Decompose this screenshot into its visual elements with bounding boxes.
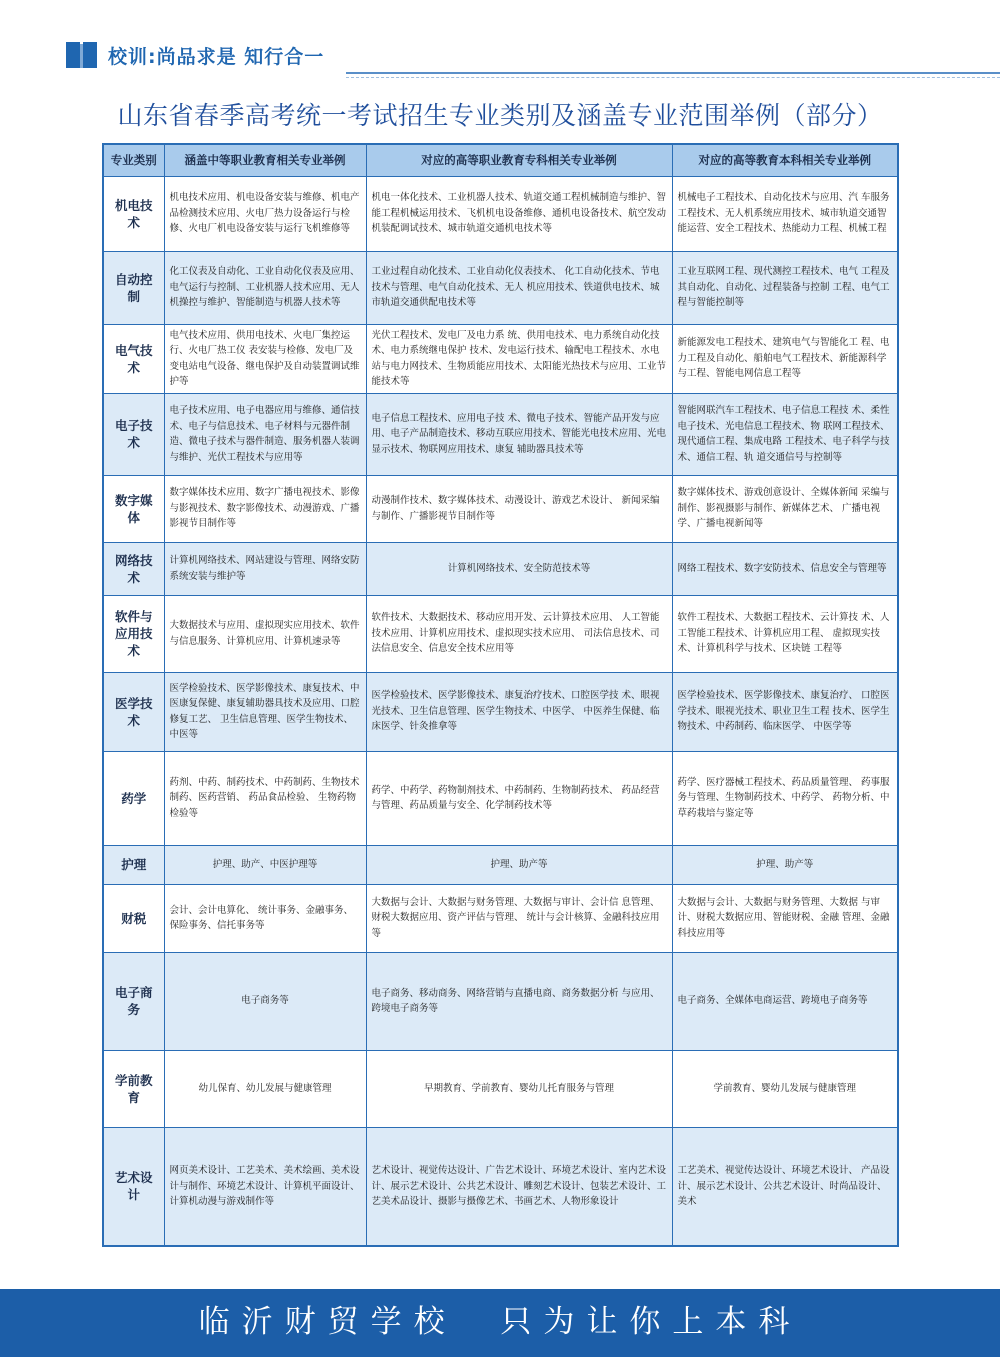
undergraduate-majors-cell: 机械电子工程技术、自动化技术与应用、汽 车服务工程技术、无人机系统应用技术、城市轨道交通智能运营、安全工程技术、热能动力工程、机械工程 [672, 176, 898, 251]
vocational-majors-cell: 电子信息工程技术、应用电子技 术、微电子技术、智能产品开发与应用、电子产品制造技术、移动互联应用技术、智能光电技术应用、光电显示技术、物联网应用技术、康复 辅助器具技术等 [366, 393, 672, 475]
vocational-majors-cell: 艺术设计、视觉传达设计、广告艺术设计、环境艺术设计、室内艺术设计、展示艺术设计、公共艺术设计、雕刻艺术设计、包装艺术设计、工艺美术品设计、摄影与摄像艺术、书画艺术、人物形象设计 [366, 1127, 672, 1246]
secondary-majors-cell: 电子商务等 [164, 952, 366, 1050]
column-header: 涵盖中等职业教育相关专业举例 [164, 144, 366, 176]
secondary-majors-cell: 数字媒体技术应用、数字广播电视技术、影像与影视技术、数字影像技术、动漫游戏、广播影视节目制作等 [164, 475, 366, 542]
vocational-majors-cell: 软件技术、大数据技术、移动应用开发、云计算技术应用、 人工智能技术应用、计算机应用技术、虚拟现实技术应用、 司法信息技术、司法信息安全、信息安全技术应用等 [366, 595, 672, 672]
table-row [103, 475, 898, 542]
table-row [103, 393, 898, 475]
table-row [103, 884, 898, 952]
category-cell: 网络技术 [103, 542, 164, 595]
category-cell: 电子商务 [103, 952, 164, 1050]
undergraduate-majors-cell: 网络工程技术、数字安防技术、信息安全与管理等 [672, 542, 898, 595]
secondary-majors-cell: 会计、会计电算化、 统计事务、金融事务、保险事务、信托事务等 [164, 884, 366, 952]
school-motto: 校训:尚品求是 知行合一 [108, 46, 325, 68]
undergraduate-majors-cell: 护理、助产等 [672, 845, 898, 884]
table-header-row [103, 144, 898, 176]
secondary-majors-cell: 大数据技术与应用、虚拟现实应用技术、软件与信息服务、计算机应用、计算机速录等 [164, 595, 366, 672]
vocational-majors-cell: 电子商务、移动商务、网络营销与直播电商、商务数据分析 与应用、跨境电子商务等 [366, 952, 672, 1050]
vocational-majors-cell: 光伏工程技术、发电厂及电力系 统、供用电技术、电力系统自动化技术、电力系统继电保护 技术、发电运行技术、输配电工程技术、水电站与电力网技术、生物质能应用技术、太阳能光热技术与应用、工业节能技术等 [366, 324, 672, 393]
header-rule [346, 72, 1000, 74]
column-header: 对应的高等教育本科相关专业举例 [672, 144, 898, 176]
page-header [0, 0, 1000, 80]
secondary-majors-cell: 电子技术应用、电子电器应用与维修、通信技术、电子与信息技术、电子材料与元器件制造、微电子技术与器件制造、服务机器人装调与维护、光伏工程技术与应用等 [164, 393, 366, 475]
page-title: 山东省春季高考统一考试招生专业类别及涵盖专业范围举例（部分） [117, 101, 883, 130]
book-icon [66, 40, 98, 70]
table-row [103, 1050, 898, 1127]
undergraduate-majors-cell: 智能网联汽车工程技术、电子信息工程技 术、柔性电子技术、光电信息工程技术、物 联网工程技术、现代通信工程、集成电路 工程技术、电子科学与技术、通信工程、轨 道交通信号与控制等 [672, 393, 898, 475]
undergraduate-majors-cell: 学前教育、婴幼儿发展与健康管理 [672, 1050, 898, 1127]
vocational-majors-cell: 工业过程自动化技术、工业自动化仪表技术、 化工自动化技术、节电技术与管理、电气自动化技术、无人 机应用技术、铁道供电技术、城市轨道交通供配电技术等 [366, 251, 672, 324]
secondary-majors-cell: 护理、助产、中医护理等 [164, 845, 366, 884]
vocational-majors-cell: 动漫制作技术、数字媒体技术、动漫设计、游戏艺术设计、 新闻采编与制作、广播影视节目制作等 [366, 475, 672, 542]
vocational-majors-cell: 早期教育、学前教育、婴幼儿托育服务与管理 [366, 1050, 672, 1127]
undergraduate-majors-cell: 数字媒体技术、游戏创意设计、全媒体新闻 采编与制作、影视摄影与制作、新媒体艺术、 广播电视学、广播电视新闻等 [672, 475, 898, 542]
category-cell: 学前教育 [103, 1050, 164, 1127]
vocational-majors-cell: 药学、中药学、药物制剂技术、中药制药、生物制药技术、 药品经营与管理、药品质量与安全、化学制药技术等 [366, 751, 672, 845]
vocational-majors-cell: 机电一体化技术、工业机器人技术、轨道交通工程机械制造与维护、智能工程机械运用技术、飞机机电设备维修、通机电设备技术、航空发动机装配调试技术、城市轨道交通机电技术等 [366, 176, 672, 251]
column-header: 对应的高等职业教育专科相关专业举例 [366, 144, 672, 176]
vocational-majors-cell: 计算机网络技术、安全防范技术等 [366, 542, 672, 595]
table-row [103, 542, 898, 595]
secondary-majors-cell: 药剂、中药、制药技术、中药制药、生物技术制药、医药营销、 药品食品检验、 生物药物检验等 [164, 751, 366, 845]
majors-table [102, 143, 899, 1247]
table-row [103, 251, 898, 324]
secondary-majors-cell: 网页美术设计、工艺美术、美术绘画、美术设计与制作、环境艺术设计、计算机平面设计、计算机动漫与游戏制作等 [164, 1127, 366, 1246]
column-header: 专业类别 [103, 144, 164, 176]
header-dashed-rule [346, 77, 1000, 78]
undergraduate-majors-cell: 大数据与会计、大数据与财务管理、大数据 与审计、财税大数据应用、智能财税、金融 管理、金融科技应用等 [672, 884, 898, 952]
footer-banner [0, 1289, 1000, 1357]
undergraduate-majors-cell: 电子商务、全媒体电商运营、跨境电子商务等 [672, 952, 898, 1050]
undergraduate-majors-cell: 工业互联网工程、现代测控工程技术、电气 工程及其自动化、自动化、过程装备与控制 工程、电气工程与智能控制等 [672, 251, 898, 324]
table-row [103, 672, 898, 751]
undergraduate-majors-cell: 工艺美术、视觉传达设计、环境艺术设计、 产品设计、展示艺术设计、公共艺术设计、时尚品设计、美术 [672, 1127, 898, 1246]
category-cell: 电气技术 [103, 324, 164, 393]
category-cell: 艺术设计 [103, 1127, 164, 1246]
category-cell: 财税 [103, 884, 164, 952]
undergraduate-majors-cell: 软件工程技术、大数据工程技术、云计算技 术、人工智能工程技术、计算机应用工程、 虚拟现实技术、计算机科学与技术、区块链 工程等 [672, 595, 898, 672]
vocational-majors-cell: 医学检验技术、医学影像技术、康复治疗技术、口腔医学技 术、眼视光技术、卫生信息管理、医学生物技术、中医学、 中医养生保健、临床医学、针灸推拿等 [366, 672, 672, 751]
category-cell: 自动控制 [103, 251, 164, 324]
footer-slogan: 临沂财贸学校 只为让你上本科 [198, 1304, 802, 1340]
category-cell: 医学技术 [103, 672, 164, 751]
vocational-majors-cell: 护理、助产等 [366, 845, 672, 884]
table-row [103, 595, 898, 672]
table-row [103, 952, 898, 1050]
secondary-majors-cell: 电气技术应用、供用电技术、火电厂集控运行、火电厂热工仪 表安装与检修、发电厂及变电站电气设备、继电保护及自动装置调试维护等 [164, 324, 366, 393]
secondary-majors-cell: 医学检验技术、医学影像技术、康复技术、中医康复保健、康复辅助器具技术及应用、口腔修复工艺、 卫生信息管理、医学生物技术、中医等 [164, 672, 366, 751]
undergraduate-majors-cell: 医学检验技术、医学影像技术、康复治疗、 口腔医学技术、眼视光技术、职业卫生工程 技术、医学生物技术、中药制药、临床医学、 中医学等 [672, 672, 898, 751]
table-row [103, 845, 898, 884]
category-cell: 软件与应用技术 [103, 595, 164, 672]
vocational-majors-cell: 大数据与会计、大数据与财务管理、大数据与审计、会计信 息管理、财税大数据应用、资产评估与管理、 统计与会计核算、金融科技应用等 [366, 884, 672, 952]
undergraduate-majors-cell: 新能源发电工程技术、建筑电气与智能化工 程、电力工程及自动化、船舶电气工程技术、新能源科学与工程、智能电网信息工程等 [672, 324, 898, 393]
table-row [103, 751, 898, 845]
category-cell: 机电技术 [103, 176, 164, 251]
undergraduate-majors-cell: 药学、医疗器械工程技术、药品质量管理、 药事服务与管理、生物制药技术、中药学、 药物分析、中草药栽培与鉴定等 [672, 751, 898, 845]
secondary-majors-cell: 幼儿保育、幼儿发展与健康管理 [164, 1050, 366, 1127]
category-cell: 护理 [103, 845, 164, 884]
table-row [103, 176, 898, 251]
table-row [103, 1127, 898, 1246]
category-cell: 数字媒体 [103, 475, 164, 542]
category-cell: 电子技术 [103, 393, 164, 475]
secondary-majors-cell: 化工仪表及自动化、工业自动化仪表及应用、电气运行与控制、工业机器人技术应用、无人机操控与维护、智能制造与机器人技术等 [164, 251, 366, 324]
category-cell: 药学 [103, 751, 164, 845]
secondary-majors-cell: 计算机网络技术、网站建设与管理、网络安防系统安装与维护等 [164, 542, 366, 595]
table-row [103, 324, 898, 393]
secondary-majors-cell: 机电技术应用、机电设备安装与维修、机电产品检测技术应用、火电厂热力设备运行与检修、火电厂机电设备安装与运行飞机维修等 [164, 176, 366, 251]
